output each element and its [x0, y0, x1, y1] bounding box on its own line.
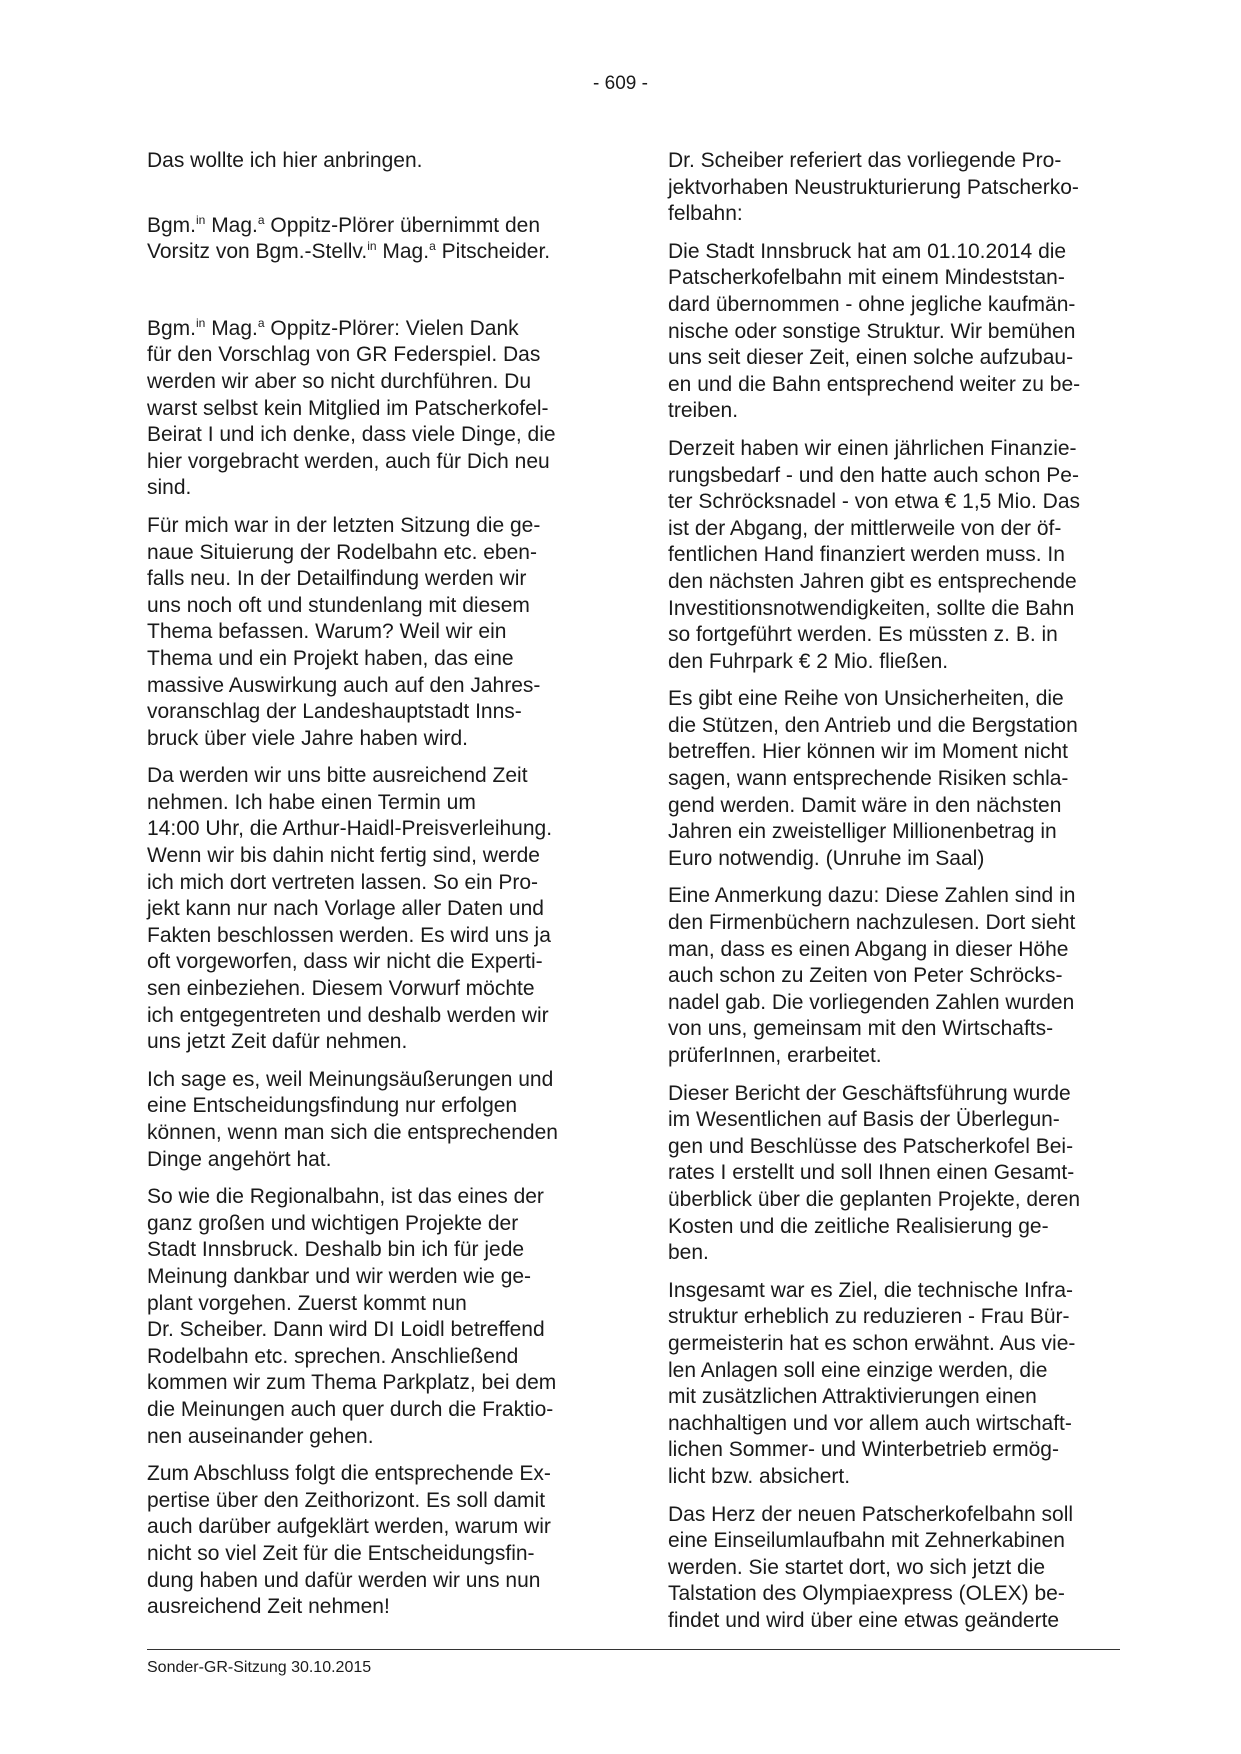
paragraph: Die Stadt Innsbruck hat am 01.10.2014 die Patscherkofelbahn mit einem Mindeststan- dard übernommen - ohne jegliche kaufmän- nische oder sonstige Struktur. Wir bemühen uns seit dieser Zeit, einen solche aufzubau- en und die Bahn entsprechend weiter zu be- treiben. [668, 239, 1081, 423]
paragraph: Da werden wir uns bitte ausreichend Zeit nehmen. Ich habe einen Termin um 14:00 Uhr, die Arthur-Haidl-Preisverleihung. Wenn wir bis dahin nicht fertig sind, werde ich mich dort vertreten lassen. So ein Pro- jekt kann nur nach Vorlage aller Daten und Fakten beschlossen werden. Es wird uns ja oft vorgeworfen, dass wir nicht die Experti- sen einbeziehen. Diesem Vorwurf möchte ich entgegentreten und deshalb werden wir uns jetzt Zeit dafür nehmen. [147, 764, 553, 1054]
paragraph: Zum Abschluss folgt die entsprechende Ex- pertise über den Zeithorizont. Es soll damit auch darüber aufgeklärt werden, warum wir nicht so viel Zeit für die Entscheidungsfin- dung haben und dafür werden wir uns nun ausreichend Zeit nehmen! [147, 1462, 551, 1619]
paragraph: Für mich war in der letzten Sitzung die ge- naue Situierung der Rodelbahn etc. eben- falls neu. In der Detailfindung werden wir uns noch oft und stundenlang mit diesem Thema befassen. Warum? Weil wir ein Thema und ein Projekt haben, das eine massive Auswirkung auch auf den Jahres- voranschlag der Landeshauptstadt Inns- bruck über viele Jahre haben wird. [147, 513, 541, 750]
superscript: in [196, 212, 206, 227]
text-fragment: Oppitz-Plörer: Vielen Dank für den Vorschlag von GR Federspiel. Das werden wir aber so nicht durchführen. Du warst selbst kein Mitglied im Patscherkofel- Beirat I und ich denke, dass viele Dinge, die hier vorgebracht werden, auch für Dich neu sind. [147, 316, 556, 500]
footer-divider [147, 1649, 1120, 1650]
paragraph: Ich sage es, weil Meinungsäußerungen und eine Entscheidungsfindung nur erfolgen können, wenn man sich die entsprechenden Dinge angehört hat. [147, 1067, 558, 1171]
paragraph: Das Herz der neuen Patscherkofelbahn soll eine Einseilumlaufbahn mit Zehnerkabinen werden. Sie startet dort, wo sich jetzt die Talstation des Olympiaexpress (OLEX) be- findet und wird über eine etwas geänderte [668, 1502, 1074, 1632]
paragraph-speaker [147, 316, 599, 502]
superscript: in [196, 315, 206, 330]
paragraph: Es gibt eine Reihe von Unsicherheiten, die die Stützen, den Antrieb und die Bergstation betreffen. Hier können wir im Moment nicht sagen, wann entsprechende Risiken schla- gend werden. Damit wäre in den nächsten Jahren ein zweistelliger Millionenbetrag in Euro notwendig. (Unruhe im Saal) [668, 687, 1078, 870]
superscript: a [257, 212, 265, 227]
superscript: in [367, 239, 377, 254]
footer-session-label: Sonder-GR-Sitzung 30.10.2015 [147, 1659, 372, 1676]
page-number: - 609 - [593, 73, 648, 94]
text-fragment: Mag. [205, 316, 258, 340]
paragraph: So wie die Regionalbahn, ist das eines der ganz großen und wichtigen Projekte der Stadt Innsbruck. Deshalb bin ich für jede Meinung dankbar und wir werden wie ge- plant vorgehen. Zuerst kommt nun Dr. Scheiber. Dann wird DI Loidl betreffend Rodelbahn etc. sprechen. Anschließend kommen wir zum Thema Parkplatz, bei dem die Meinungen auch quer durch die Fraktio- nen auseinander gehen. [147, 1185, 557, 1448]
left-column [147, 148, 599, 1632]
text-fragment: Mag. [205, 213, 258, 237]
paragraph: Dr. Scheiber referiert das vorliegende Pro- jektvorhaben Neustrukturierung Patscherko- felbahn: [668, 149, 1079, 226]
text-fragment: Bgm. [147, 213, 197, 237]
text-fragment: Bgm. [147, 316, 197, 340]
text-fragment: Pitscheider. [435, 240, 551, 264]
text-fragment: Mag. [376, 240, 430, 264]
paragraph: Eine Anmerkung dazu: Diese Zahlen sind in den Firmenbüchern nachzulesen. Dort sieht man, dass es einen Abgang in dieser Höhe auch schon zu Zeiten von Peter Schröcks- nadel gab. Die vorliegenden Zahlen wurden von uns, gemeinsam mit den Wirtschafts- prüferInnen, erarbeitet. [668, 884, 1076, 1067]
paragraph: Dieser Bericht der Geschäftsführung wurde im Wesentlichen auf Basis der Überlegun- gen und Beschlüsse des Patscherkofel Bei- rates I erstellt und soll Ihnen einen Gesamt- überblick über die geplanten Projekte, deren Kosten und die zeitliche Realisierung ge- ben. [668, 1081, 1081, 1265]
paragraph: Insgesamt war es Ziel, die technische Infra- struktur erheblich zu reduzieren - Frau Bür- germeisterin hat es schon erwähnt. Aus vie- len Anlagen soll eine einzige werden, die mit zusätzlichen Attraktivierungen einen nachhaltigen und vor allem auch wirtschaft- lichen Sommer- und Winterbetrieb ermög- licht bzw. absichert. [668, 1278, 1076, 1488]
text-fragment: Oppitz-Plörer übernimmt den Vorsitz von Bgm.-Stellv. [147, 213, 541, 264]
superscript: a [429, 239, 436, 254]
paragraph: Derzeit haben wir einen jährlichen Finanzie- rungsbedarf - und den hatte auch schon Pe- ter Schröcksnadel - von etwa € 1,5 Mio. Das ist der Abgang, der mittlerweile von der öf- fentlichen Hand finanziert werden muss. In den nächsten Jahren gibt es entsprechende Investitionsnotwendigkeiten, sollte die Bahn so fortgeführt werden. Es müssten z. B. in den Fuhrpark € 2 Mio. fließen. [668, 436, 1081, 673]
paragraph: Das wollte ich hier anbringen. [147, 149, 423, 172]
right-column [668, 148, 1120, 1645]
superscript: a [257, 315, 265, 330]
paragraph-chair-change [147, 213, 599, 266]
